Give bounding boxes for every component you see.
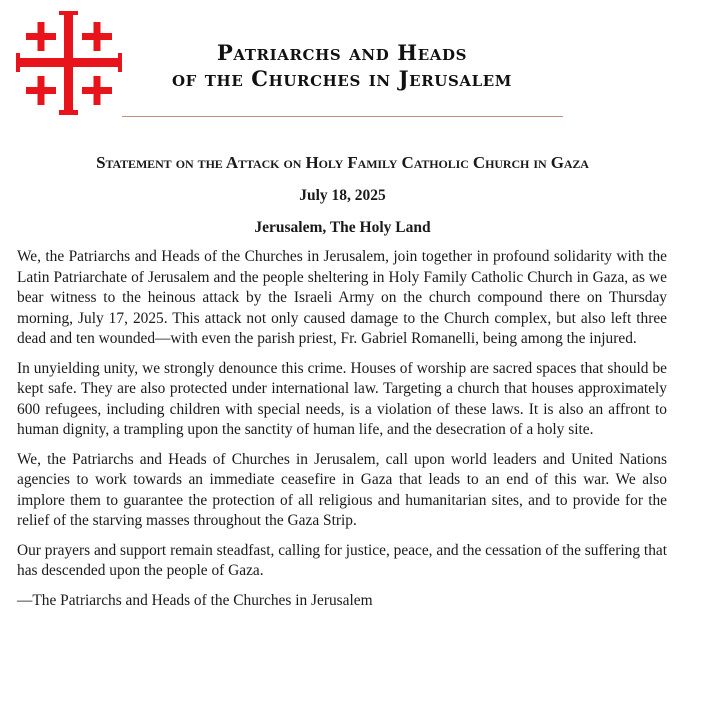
paragraph-call-to-action: We, the Patriarchs and Heads of Churches in Jerusalem, call upon world leaders and United Nations agencies to work towards an immediate ceasefire in Gaza that leads to an end of this war. We also implore them to guarantee the protection of all religious and humanitarian sites, and to provide for the relief of the starving masses throughout the Gaza Strip.	[17, 450, 667, 529]
paragraph-denounce: In unyielding unity, we strongly denounce this crime. Houses of worship are sacred spaces that should be kept safe. They are also protected under international law. Targeting a church that houses approximately 600 refugees, including children with special needs, is a violation of these laws. It is also an affront to human dignity, a trampling upon the sanctity of human life, and the desecration of a holy site.	[17, 359, 667, 438]
signature: —The Patriarchs and Heads of the Churches in Jerusalem	[17, 591, 373, 609]
letterhead-divider	[122, 116, 563, 117]
small-cross-top-left	[26, 22, 56, 51]
organization-name	[122, 40, 562, 92]
cross-horizontal-bar	[18, 58, 119, 67]
organization-name-line2: of the Churches in Jerusalem	[171, 66, 513, 91]
paragraph-prayers: Our prayers and support remain steadfast, calling for justice, peace, and the cessation of the suffering that has descended upon the people of Gaza.	[17, 541, 667, 579]
small-cross-bottom-right	[82, 76, 112, 105]
small-cross-top-right	[82, 22, 112, 51]
small-cross-bottom-left	[26, 76, 56, 105]
statement-body	[17, 247, 667, 620]
statement-date: July 18, 2025	[299, 187, 386, 204]
statement-title: Statement on the Attack on Holy Family Catholic Church in Gaza	[96, 153, 589, 172]
paragraph-solidarity: We, the Patriarchs and Heads of the Churches in Jerusalem, join together in profound solidarity with the Latin Patriarchate of Jerusalem and the people sheltering in Holy Family Catholic Church in Gaza, as we bear witness to the heinous attack by the Israeli Army on the church compound there on Thursday morning, July 17, 2025. This attack not only caused damage to the Church complex, but also left three dead and ten wounded—with even the parish priest, Fr. Gabriel Romanelli, being among the injured.	[17, 248, 667, 347]
jerusalem-cross-icon	[14, 9, 124, 117]
statement-place: Jerusalem, The Holy Land	[254, 219, 431, 236]
organization-name-line1: Patriarchs and Heads	[216, 40, 468, 65]
cross-bottom-serif	[59, 110, 78, 115]
cross-left-serif	[16, 53, 20, 72]
cross-top-serif	[59, 11, 78, 15]
